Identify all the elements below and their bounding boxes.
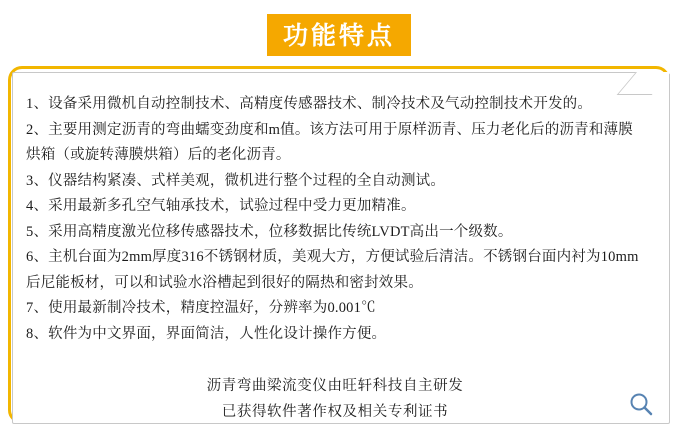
feature-list <box>12 72 670 424</box>
list-item: 2、主要用测定沥青的弯曲蠕变劲度和m值。该方法可用于原样沥青、压力老化后的沥青和薄膜烘箱（或旋转薄膜烘箱）后的老化沥青。 <box>26 121 633 163</box>
footer-line-1: 沥青弯曲梁流变仪由旺轩科技自主研发 <box>206 378 464 394</box>
list-item: 6、主机台面为2mm厚度316不锈钢材质，美观大方，方便试验后清洁。不锈钢台面内衬为10mm后尼能板材，可以和试验水浴槽起到很好的隔热和密封效果。 <box>26 249 639 291</box>
footer-line-2: 已获得软件著作权及相关专利证书 <box>221 404 449 420</box>
search-icon[interactable] <box>628 391 654 417</box>
footer-block <box>26 373 644 425</box>
page-title-wrap <box>0 14 678 56</box>
list-item: 1、设备采用微机自动控制技术、高精度传感器技术、制冷技术及气动控制技术开发的。 <box>26 96 593 112</box>
page-title: 功能特点 <box>267 14 411 56</box>
list-item: 4、采用最新多孔空气轴承技术，试验过程中受力更加精准。 <box>26 198 416 214</box>
list-item: 3、仪器结构紧凑、式样美观，微机进行整个过程的全自动测试。 <box>26 172 446 189</box>
list-item: 8、软件为中文界面，界面简洁，人性化设计操作方便。 <box>26 325 387 342</box>
list-item: 5、采用高精度激光位移传感器技术，位移数据比传统LVDT高出一个级数。 <box>26 223 513 240</box>
list-item: 7、使用最新制冷技术，精度控温好，分辨率为0.001℃ <box>26 300 376 316</box>
